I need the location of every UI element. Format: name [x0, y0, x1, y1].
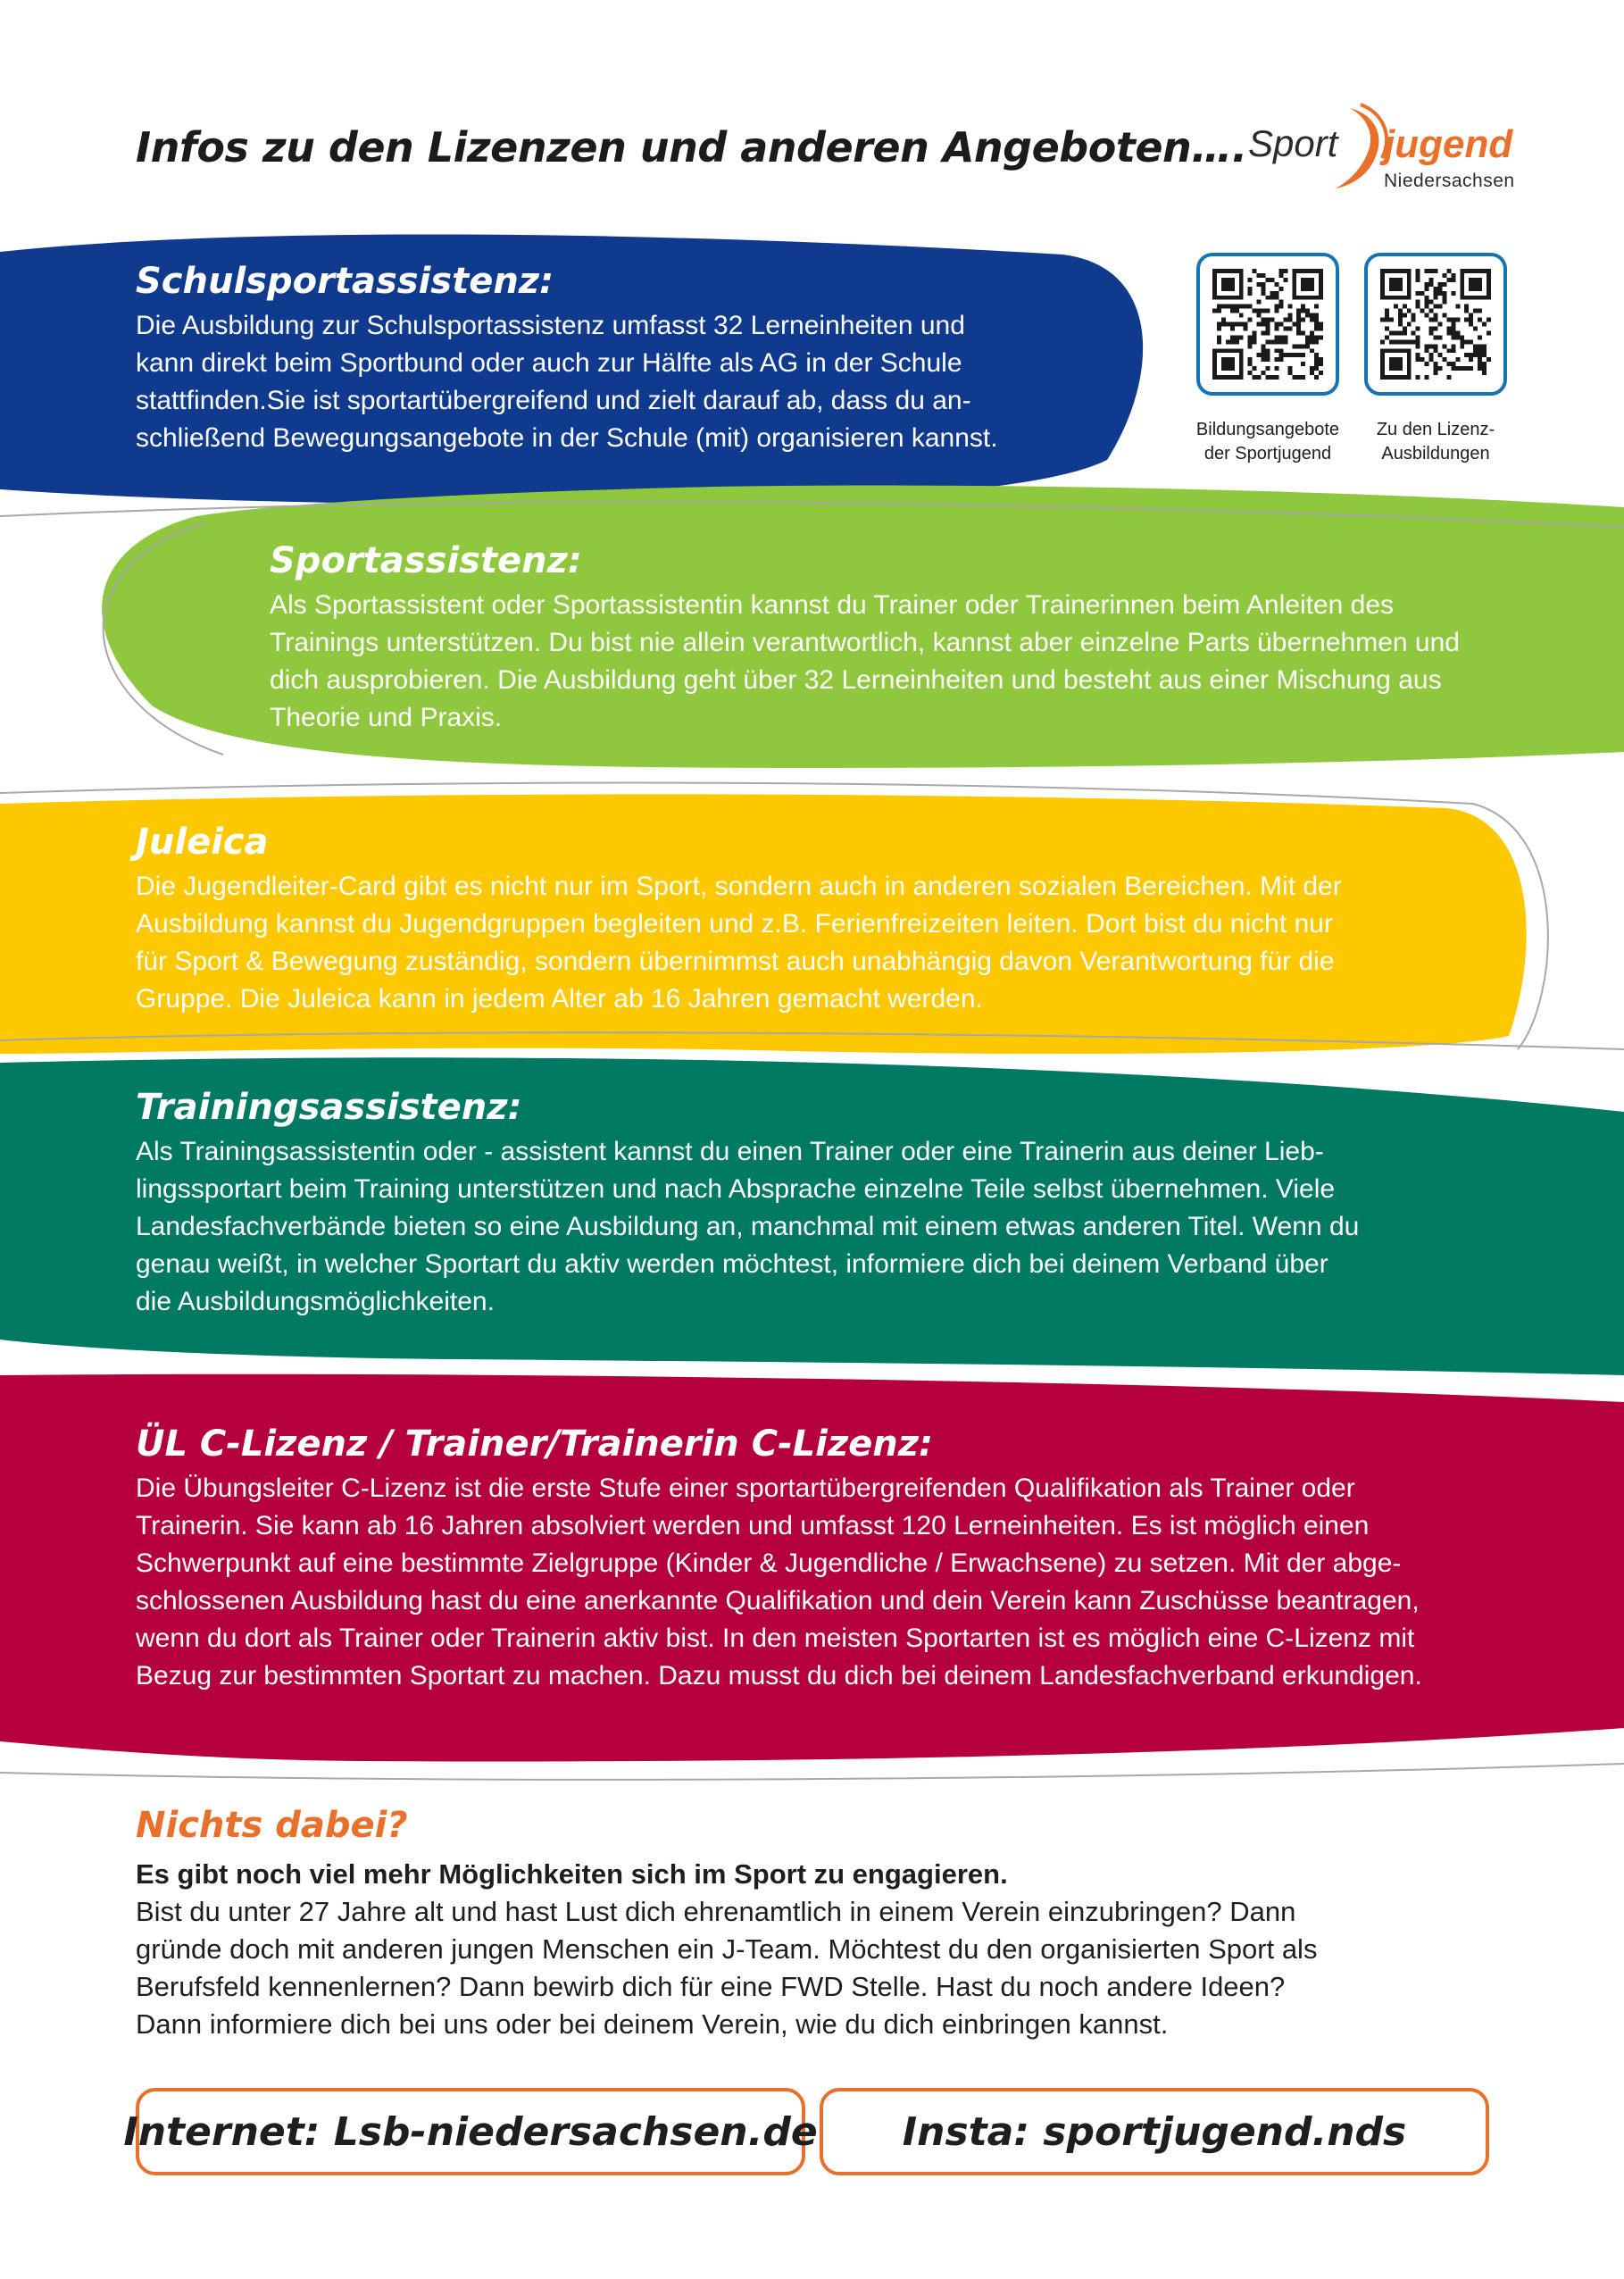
qr-caption-lizenz-ausbildungen: Zu den Lizenz- Ausbildungen: [1376, 420, 1495, 463]
logo-region: Niedersachsen: [1384, 171, 1515, 191]
section-body: Als Sportassistent oder Sportassistentin kannst du Trainer oder Trainerinnen beim Anleiten des Trainings unterstützen. Du bist nie allein verantwortlich, kannst aber einzelne Parts übernehmen und dich ausprobieren. Die Ausbildung geht über 32 Lerneinheiten und besteht aus einer Mischung aus Theorie und Praxis.: [270, 590, 1460, 732]
qr-code-bildungsangebote[interactable]: [1196, 253, 1339, 396]
section-title: ÜL C-Lizenz / Trainer/Trainerin C-Lizenz:: [136, 1423, 934, 1465]
section-title: Sportassistenz:: [270, 540, 582, 581]
logo-word-jugend: jugend: [1384, 122, 1513, 166]
section-schulsportassistenz: [136, 259, 998, 457]
section-body: Die Ausbildung zur Schulsportassistenz umfasst 32 Lerneinheiten und kann direkt beim Sportbund oder auch zur Hälfte als AG in der Schule stattfinden.Sie ist sportartübergreifend und zielt darauf ab, dass du an- schließend Bewegungsangebote in der Schule (mit) organisieren kannst.: [136, 311, 998, 453]
internet-link[interactable]: Internet: Lsb-niedersachsen.de: [136, 2088, 805, 2175]
section-body: Als Trainingsassistentin oder - assistent kannst du einen Trainer oder eine Trainerin aus deiner Lieb- lingssportart beim Training unterstützen und nach Absprache einzelne Teile selbst übernehmen. Viele Landesfachverbände bieten so eine Ausbildung an, manchmal mit einem etwas anderen Titel. Wenn du genau weißt, in welcher Sportart du aktiv werden möchtest, informiere dich bei deinem Verband über die Ausbildungsmöglichkeiten.: [136, 1137, 1360, 1316]
section-title: Schulsportassistenz:: [136, 261, 554, 302]
section-body: Die Jugendleiter-Card gibt es nicht nur im Sport, sondern auch in anderen sozialen Bereichen. Mit der Ausbildung kannst du Jugendgruppen begleiten und z.B. Ferienfreizeiten leiten. Dort bist du nicht nur für Sport & Bewegung zuständig, sondern übernimmst auch unabhängig davon Verantwortung für die Gruppe. Die Juleica kann in jedem Alter ab 16 Jahren gemacht werden.: [136, 872, 1342, 1014]
extra-title: Nichts dabei?: [136, 1805, 408, 1846]
section-trainingsassistenz: [136, 1085, 1359, 1321]
section-c-lizenz: [136, 1422, 1422, 1695]
qr-caption-bildungsangebote: Bildungsangebote der Sportjugend: [1195, 420, 1340, 463]
section-title: Juleica: [136, 822, 269, 863]
extra-body: Bist du unter 27 Jahre alt und hast Lust dich ehrenamtlich in einem Verein einzubringen? Dann gründe doch mit anderen jungen Menschen ein J-Team. Möchtest du den organisierten Sport als Berufsfeld kennenlernen? Dann bewirb dich für eine FWD Stelle. Hast du noch andere Ideen? Dann informiere dich bei uns oder bei deinem Verein, wie du dich einbringen kannst.: [136, 1896, 1318, 2040]
sportjugend-logo: [1248, 103, 1516, 192]
section-nichts-dabei: [136, 1804, 1317, 2043]
section-title: Trainingsassistenz:: [136, 1087, 522, 1128]
qr-code-icon: [1380, 269, 1491, 380]
logo-word-sport: Sport: [1248, 122, 1338, 164]
section-sportassistenz: [270, 538, 1460, 737]
extra-subtitle: Es gibt noch viel mehr Möglichkeiten sich im Sport zu engagieren.: [136, 1858, 1008, 1890]
page-title: Infos zu den Lizenzen und anderen Angeboten….: [136, 123, 1247, 171]
section-body: Die Übungsleiter C-Lizenz ist die erste Stufe einer sportartübergreifenden Qualifikation als Trainer oder Trainerin. Sie kann ab 16 Jahren absolviert werden und umfasst 120 Lerneinheiten. Es ist möglich einen Schwerpunkt auf eine bestimmte Zielgruppe (Kinder & Jugendliche / Erwachsene) zu setzen. Mit der abge- schlossenen Ausbildung hast du eine anerkannte Qualifikation und dein Verein kann Zuschüsse beantragen, wenn du dort als Trainer oder Trainerin aktiv bist. In den meisten Sportarten ist es möglich eine C-Lizenz mit Bezug zur bestimmten Sportart zu machen. Dazu musst du dich bei deinem Landesfachverband erkundigen.: [136, 1473, 1422, 1690]
section-juleica: [136, 820, 1342, 1018]
instagram-link[interactable]: Insta: sportjugend.nds: [820, 2088, 1489, 2175]
qr-code-lizenz-ausbildungen[interactable]: [1364, 253, 1507, 396]
qr-code-icon: [1212, 269, 1323, 380]
